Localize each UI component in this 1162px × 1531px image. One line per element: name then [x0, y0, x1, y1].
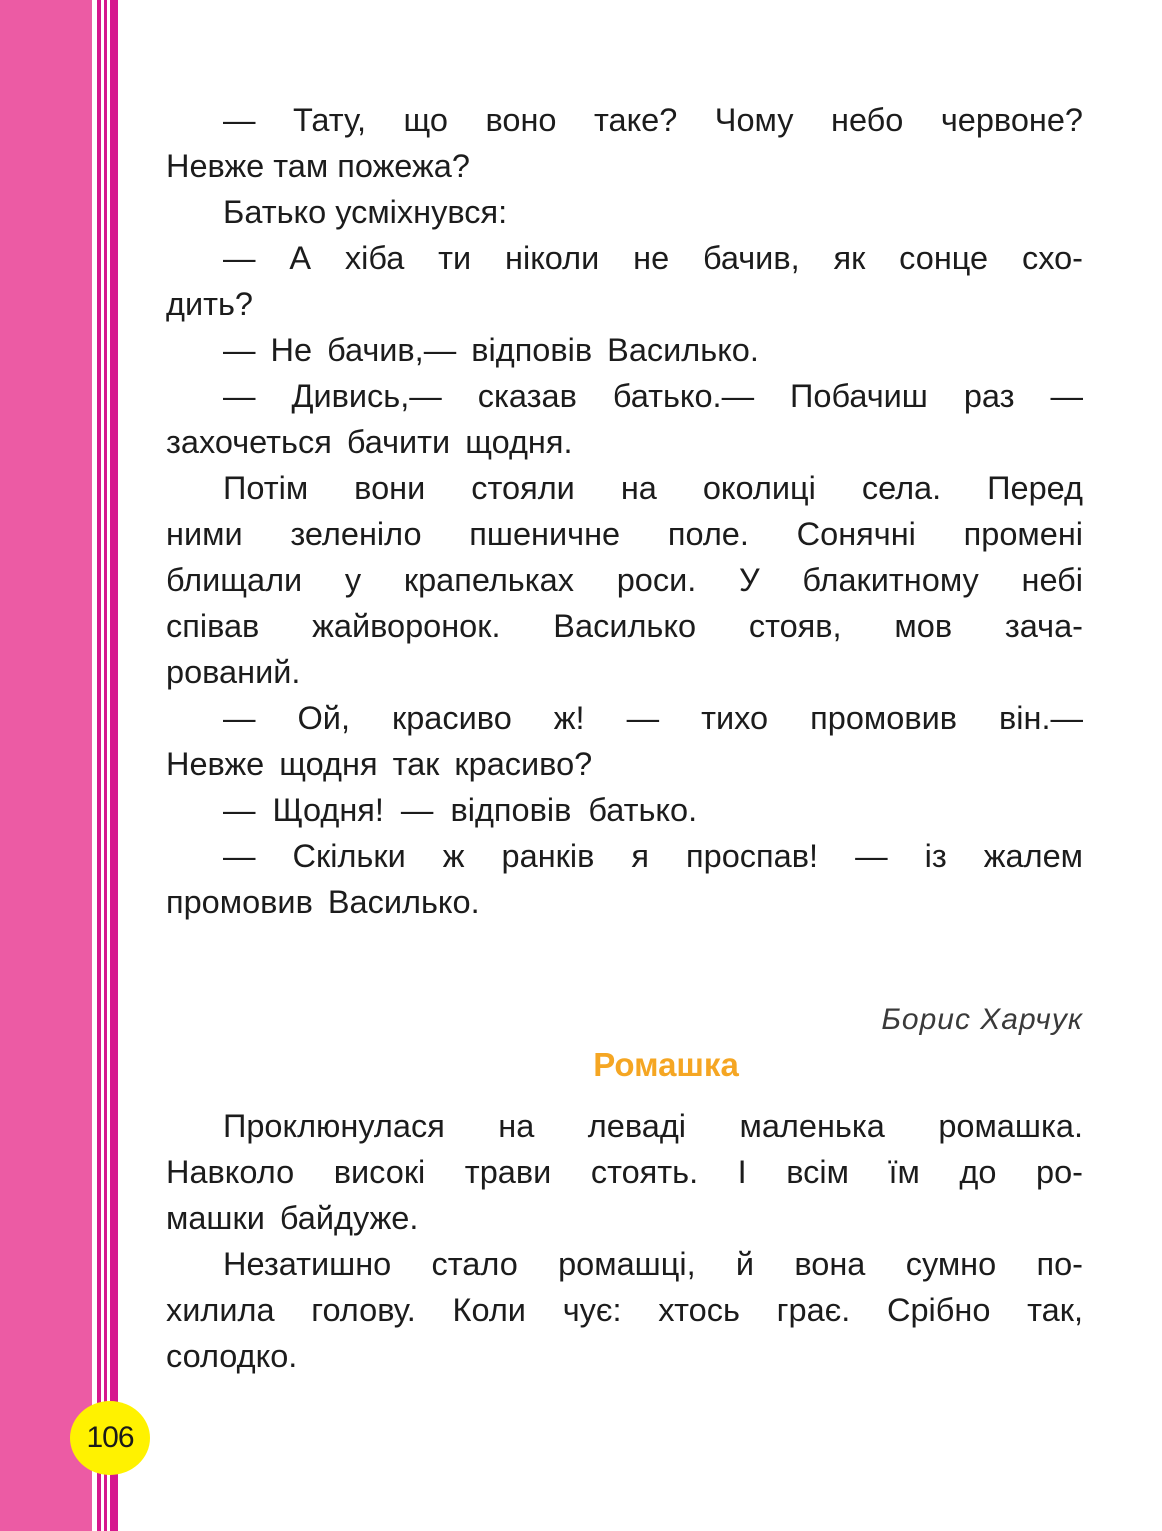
text-line: співав жайворонок. Василько стояв, мов зача- — [166, 608, 1083, 644]
text-line: — Ой, красиво ж! — тихо промовив він.— — [223, 700, 1083, 736]
text-line: дить? — [166, 286, 254, 322]
text-line: машки байдуже. — [166, 1200, 419, 1236]
text-line: рований. — [166, 654, 301, 690]
text-line: — Щодня! — відповів батько. — [223, 792, 698, 828]
text-line: Проклюнулася на леваді маленька ромашка. — [223, 1108, 1083, 1144]
text-line: Незатишно стало ромашці, й вона сумно по- — [223, 1246, 1083, 1282]
text-line: ними зеленіло пшеничне поле. Сонячні промені — [166, 516, 1083, 552]
margin-stripe — [110, 0, 118, 1531]
text-line: Батько усміхнувся: — [223, 194, 508, 230]
page-number: 106 — [86, 1421, 134, 1454]
text-line: блищали у крапельках роси. У блакитному небі — [166, 562, 1083, 598]
text-line: захочеться бачити щодня. — [166, 424, 573, 460]
author-name: Борис Харчук — [881, 1003, 1083, 1036]
text-line: — Тату, що воно таке? Чому небо червоне? — [223, 102, 1083, 138]
story-title: Ромашка — [593, 1046, 739, 1083]
text-line: Невже щодня так красиво? — [166, 746, 593, 782]
text-line: — Не бачив,— відповів Василько. — [223, 332, 759, 368]
text-line: Навколо високі трави стоять. І всім їм до ро- — [166, 1154, 1083, 1190]
text-line: промовив Василько. — [166, 884, 480, 920]
text-line: солодко. — [166, 1338, 298, 1374]
page-number-badge — [70, 1401, 150, 1475]
text-line: Невже там пожежа? — [166, 148, 470, 184]
text-line: хилила голову. Коли чує: хтось грає. Срібно так, — [166, 1292, 1083, 1328]
text-line: — Дивись,— сказав батько.— Побачиш раз — — [223, 378, 1083, 414]
left-margin-band — [0, 0, 92, 1531]
text-line: Потім вони стояли на околиці села. Перед — [223, 470, 1083, 506]
text-line: — Скільки ж ранків я проспав! — із жалем — [223, 838, 1083, 874]
text-line: — А хіба ти ніколи не бачив, як сонце схо- — [223, 240, 1083, 276]
